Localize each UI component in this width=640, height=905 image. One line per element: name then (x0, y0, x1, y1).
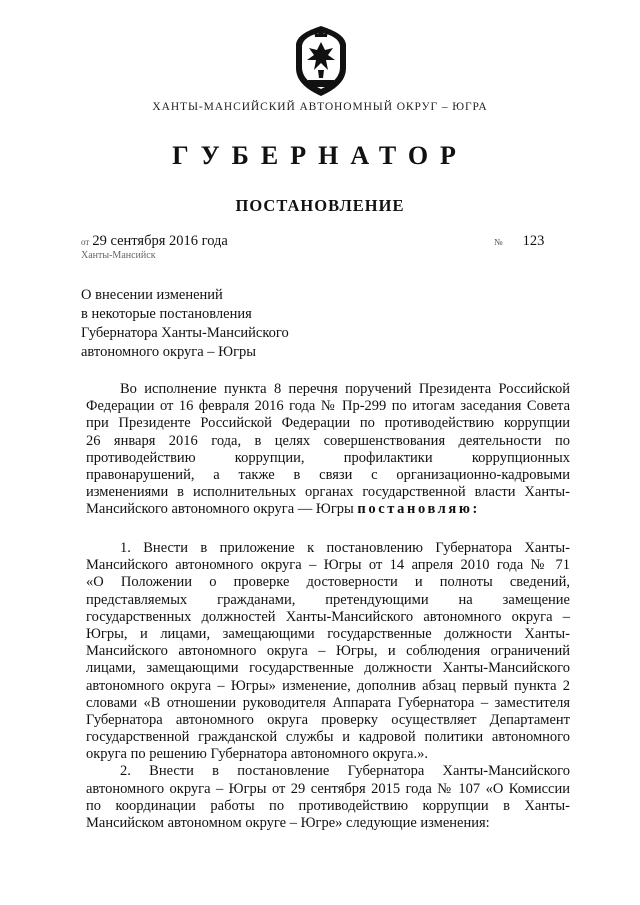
text-line: «О Положении о проверке достоверности и полноты сведений, (86, 574, 570, 591)
text-line: Губернатора автономного округа проверку осуществляет Департамент (86, 711, 570, 728)
document-type: ПОСТАНОВЛЕНИЕ (235, 196, 405, 215)
text-line: 26 января 2016 года, в целях совершенствования деятельности по (86, 432, 570, 449)
resolve-word: постановляю: (357, 501, 480, 518)
text-line: противодействию коррупции, профилактики коррупционных (86, 449, 570, 466)
text-line: представляемых гражданами, претендующими на замещение (86, 591, 570, 608)
subject-line: в некоторые постановления (81, 306, 252, 322)
text-line: 2. Внести в постановление Губернатора Ханты-Мансийского (120, 763, 570, 780)
text-line (86, 501, 570, 518)
text-line: при Президенте Российской Федерации по противодействию коррупции (86, 415, 570, 432)
text-line: автономного округа – Югры» изменение, дополнив абзац первый пункта 2 (86, 677, 570, 694)
emblem-icon (292, 24, 350, 98)
text-line: лицами, замещающими государственные должности Ханты-Мансийского (86, 660, 570, 677)
text-line: Мансийском автономном округе – Югре» следующие изменения: (86, 815, 490, 831)
text-line: Югры, и лицами, замещающими государственные должности Ханты- (86, 625, 570, 642)
text-line: государственной гражданской службы и кадровой политики автономного (86, 729, 570, 746)
decree-subject (81, 286, 401, 362)
text-line: округа по решению Губернатора автономного округа.». (86, 746, 428, 763)
text-line: Мансийского автономного округа – Югры от 14 апреля 2010 года № 71 (86, 557, 570, 574)
subject-line: Губернатора Ханты-Мансийского (81, 325, 289, 341)
governor-title: ГУБЕРНАТОР (172, 141, 468, 170)
text-line: государственных должностей Ханты-Мансийского автономного округа – (86, 608, 570, 625)
text-line: автономного округа – Югры от 29 сентября 2015 года № 107 «О Комиссии (86, 780, 570, 797)
text-line: 1. Внести в приложение к постановлению Губернатора Ханты- (120, 540, 570, 556)
decree-number (494, 233, 544, 250)
preamble-paragraph (86, 381, 570, 519)
coat-of-arms-emblem (292, 24, 350, 98)
text-line: словами «В отношении руководителя Аппарата Губернатора – заместителя (86, 694, 570, 711)
number-value: 123 (522, 233, 545, 249)
subject-line: автономного округа – Югры (81, 344, 257, 360)
text-line: правонарушений, а также в связи с организационно-кадровыми (86, 466, 570, 483)
decree-date (81, 233, 228, 250)
city-name: Ханты-Мансийск (81, 250, 156, 261)
decree-items (86, 540, 570, 832)
date-prefix: от (81, 237, 90, 247)
text-line: Мансийского автономного округа – Югры, и соблюдения ограничений (86, 643, 570, 660)
text-line: Во исполнение пункта 8 перечня поручений Президента Российской (120, 381, 570, 397)
text-line: изменениями в исполнительных органах государственной власти Ханты- (86, 484, 570, 501)
text-line-part: Мансийского автономного округа — Югры (86, 501, 354, 518)
date-value: 29 сентября 2016 года (92, 233, 228, 249)
okrug-name: ХАНТЫ-МАНСИЙСКИЙ АВТОНОМНЫЙ ОКРУГ – ЮГРА (152, 101, 488, 113)
text-line: по координации работы по противодействию коррупции в Ханты- (86, 797, 570, 814)
number-prefix: № (494, 237, 503, 247)
text-line: Федерации от 16 февраля 2016 года № Пр-299 по итогам заседания Совета (86, 398, 570, 415)
subject-line: О внесении изменений (81, 287, 223, 303)
